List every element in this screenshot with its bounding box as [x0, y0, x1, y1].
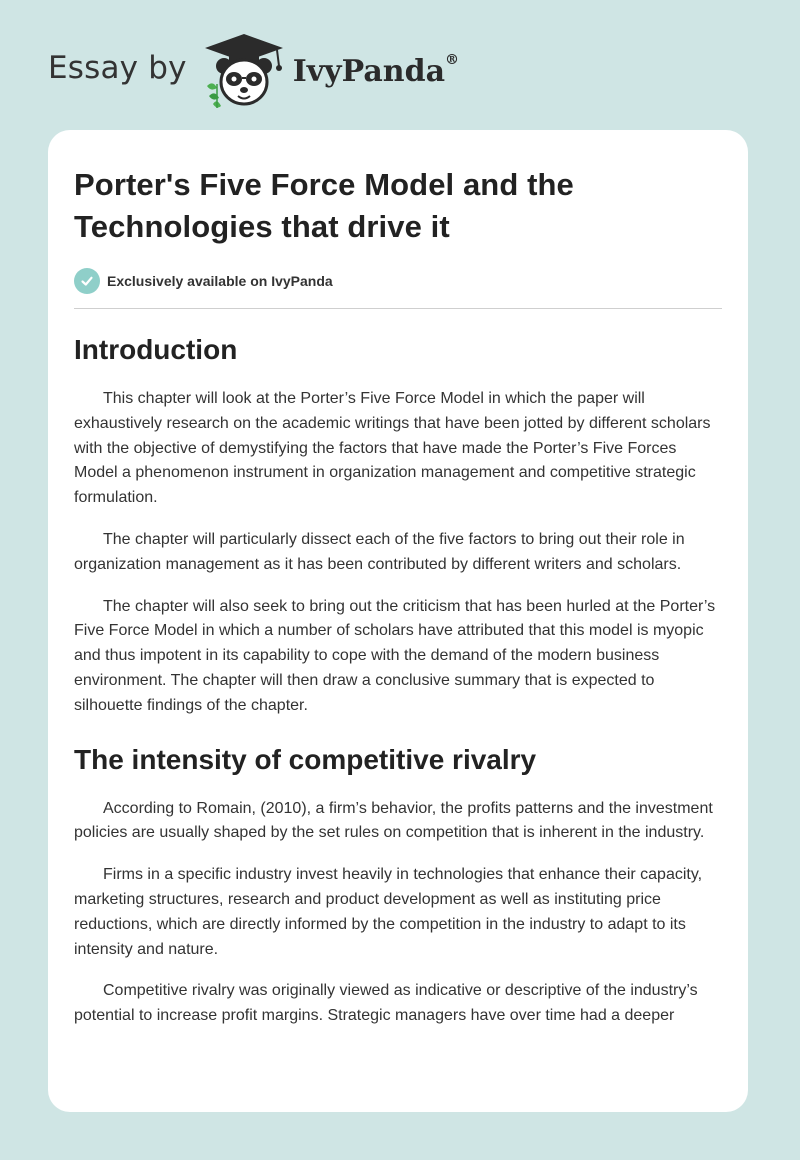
paragraph: This chapter will look at the Porter’s Five Force Model in which the paper will exhaustively research on the academic writings that have been jotted by different scholars with the objective of demystifying the factors that have made the Porter’s Five Forces Model a phenomenon instrument in organization management and competitive strategic formulation. — [74, 390, 711, 507]
essay-by-label: Essay by — [48, 50, 187, 86]
section-heading: The intensity of competitive rivalry — [74, 743, 537, 775]
paragraph: According to Romain, (2010), a firm’s behavior, the profits patterns and the investment policies are usually shaped by the set rules on competition that is inherent in the industry. — [74, 799, 713, 842]
brand-name[interactable] — [292, 51, 460, 89]
ivypanda-logo-icon[interactable] — [199, 30, 289, 110]
paragraph: The chapter will also seek to bring out the criticism that has been hurled at the Porter’s Five Force Model in which a number of scholars have attributed that this model is myopic and thus impotent in its capability to cope with the demand of the modern business environment. The chapter will then draw a conclusive summary that is expected to silhouette findings of the chapter. — [74, 597, 716, 714]
site-header — [48, 30, 459, 110]
paragraph: Competitive rivalry was originally viewed as indicative or descriptive of the industry’s potential to increase profit margins. Strategic managers have over time had a deeper — [74, 982, 698, 1025]
exclusive-label: Exclusively available on IvyPanda — [107, 273, 333, 289]
trademark-symbol: ® — [445, 51, 460, 68]
paragraph: Firms in a specific industry invest heavily in technologies that enhance their capacity, marketing structures, research and product development as well as instituting price reductions, which are directly informed by the competition in the industry to adapt to its intensity and nature. — [74, 866, 703, 958]
brand-text: IvyPanda — [292, 53, 446, 89]
paragraph: The chapter will particularly dissect each of the five factors to bring out their role in organization management as it has been contributed by different writers and scholars. — [74, 530, 685, 573]
essay-title: Porter's Five Force Model and the Technologies that drive it — [74, 167, 574, 244]
section-competitive-rivalry — [74, 743, 722, 1029]
section-introduction — [74, 333, 722, 719]
check-circle-icon — [74, 268, 100, 294]
essay-card — [48, 130, 748, 1112]
exclusive-badge — [74, 268, 722, 309]
section-heading: Introduction — [74, 334, 238, 365]
